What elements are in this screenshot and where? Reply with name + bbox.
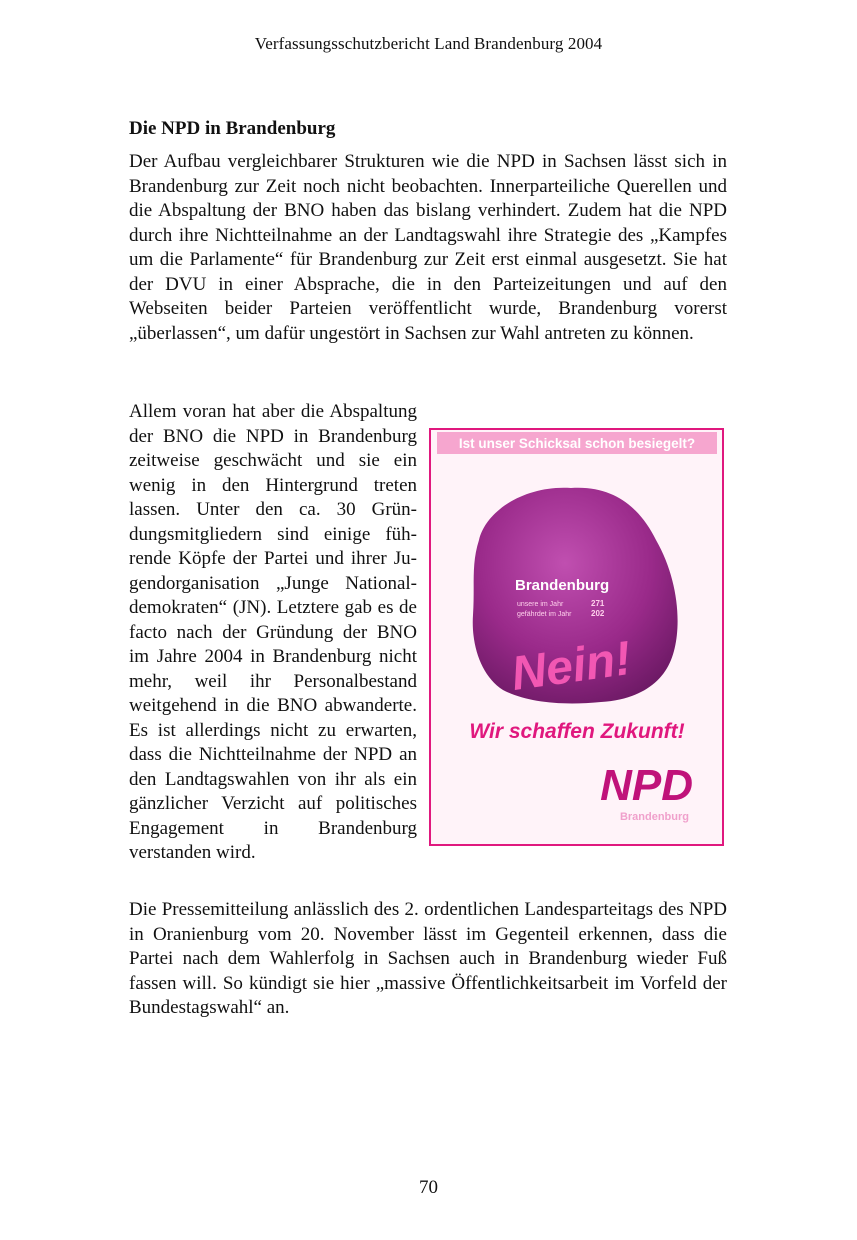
poster-slogan: Wir schaffen Zukunft!	[469, 720, 685, 743]
paragraph-1: Der Aufbau vergleichbarer Strukturen wie die NPD in Sachsen lässt sich in Brandenburg zur Zeit noch nicht beobachten. Innerparteiliche Querellen und die Abspaltung der BNO haben das bislang verhindert. Zudem hat die NPD durch ihre Nichtteilnahme an der Landtagswahl ihre Strategie des „Kampfes um die Parlamente“ für Brandenburg zur Zeit erst einmal ausgesetzt. Sie hat der DVU in einer Absprache, die in den Parteizeitungen und auf den Webseiten beider Parteien veröffentlicht wurde, Brandenburg vorerst „überlassen“, um dafür ungestört in Sachsen zur Wahl antreten zu können.	[129, 151, 727, 344]
stone-title: Brandenburg	[515, 577, 610, 594]
poster-headline: Ist unser Schicksal schon besiegelt?	[458, 436, 696, 451]
section-heading: Die NPD in Brandenburg	[129, 118, 336, 139]
page-number: 70	[419, 1177, 438, 1198]
stone-line-2: gefährdet im Jahr	[517, 611, 572, 618]
nein-text: Nein!	[508, 631, 635, 702]
stone-line-1-value: 271	[591, 599, 605, 608]
running-head: Verfassungsschutzbericht Land Brandenburg 2004	[254, 34, 603, 53]
npd-poster-image	[429, 428, 724, 846]
paragraph-2: Allem voran hat aber die Abspaltung der BNO die NPD in Brandenburg zeitweise geschwächt und sie ein wenig in den Hintergrund treten lassen. Unter den ca. 30 Gründungsmitgliedern sind einige führende Köpfe der Partei und ihrer Jugendorganisation „Junge Nationaldemokraten“ (JN). Letztere gab es de facto nach der Gründung der BNO im Jahre 2004 in Brandenburg nicht mehr, weil ihr Personalbestand weitgehend in die BNO abwanderte. Es ist allerdings nicht zu erwarten, dass die Nichtteilnahme der NPD an den Landtagswahlen von ihr als ein gänzlicher Verzicht auf politisches Engagement in Brandenburg verstanden wird.	[129, 401, 417, 863]
stone-line-1: unsere im Jahr	[517, 601, 564, 608]
poster-party-sub: Brandenburg	[619, 811, 689, 823]
poster-party-logo: NPD	[600, 761, 693, 810]
stone-line-2-value: 202	[591, 609, 605, 618]
paragraph-3: Die Pressemitteilung anlässlich des 2. ordentlichen Landesparteitags des NPD in Oranienburg vom 20. November lässt im Gegenteil erkennen, dass die Partei nach dem Wahlerfolg in Sachsen auch in Brandenburg wieder Fuß fassen will. So kündigt sie hier „massive Öffentlichkeitsarbeit im Vorfeld der Bundestagswahl“ an.	[129, 899, 727, 1018]
